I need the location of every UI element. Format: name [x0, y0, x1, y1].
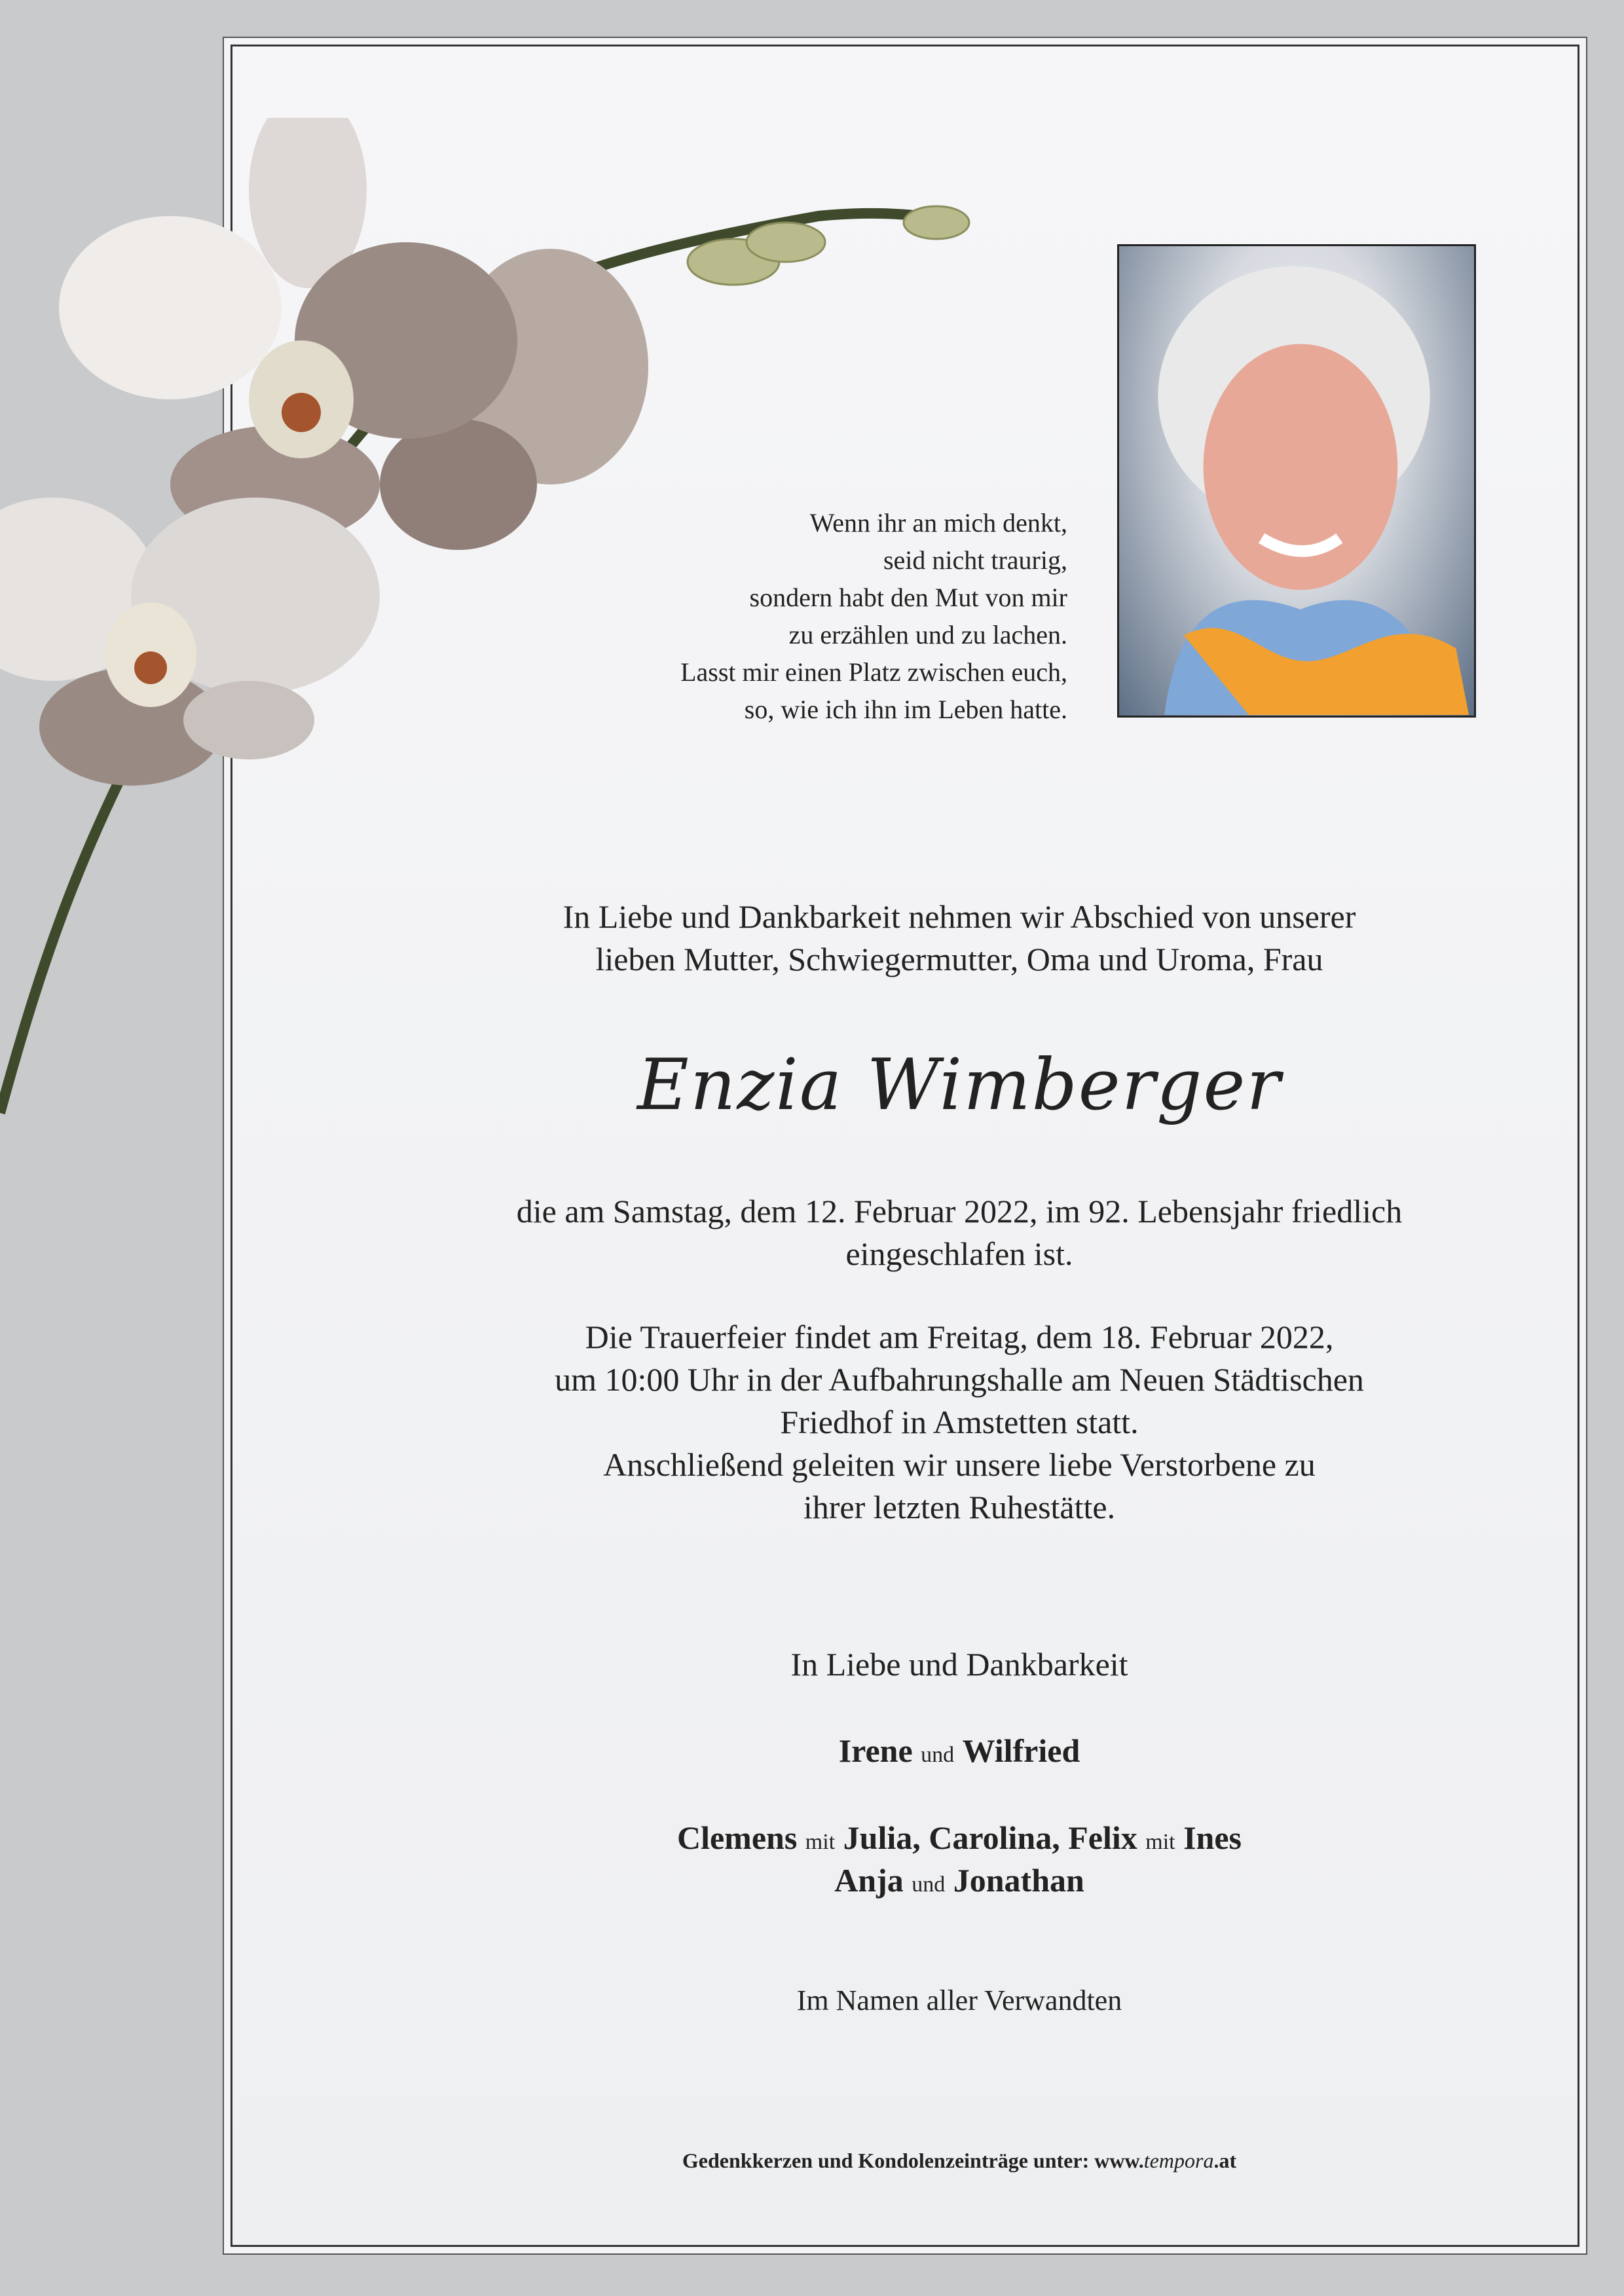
- family-line: [367, 1859, 1552, 1906]
- conjunction: und: [921, 1743, 955, 1767]
- footer-link[interactable]: [367, 2149, 1552, 2173]
- poem-line: seid nicht traurig,: [883, 545, 1067, 575]
- family-name: Julia, Carolina, Felix: [843, 1819, 1137, 1856]
- family-name: Irene: [838, 1732, 913, 1769]
- family-line: [367, 1817, 1552, 1863]
- ceremony-line: ihrer letzten Ruhestätte.: [803, 1489, 1116, 1525]
- death-line: die am Samstag, dem 12. Februar 2022, im 92. Lebensjahr friedlich: [516, 1193, 1403, 1230]
- poem-line: Wenn ihr an mich denkt,: [809, 508, 1067, 538]
- orchid-flower-bottom: [0, 498, 380, 786]
- ceremony-details: [367, 1316, 1552, 1529]
- conjunction: mit: [1145, 1830, 1175, 1854]
- relatives-text: Im Namen aller Verwandten: [796, 1984, 1122, 2016]
- family-name: Wilfried: [962, 1732, 1080, 1769]
- closing-text: In Liebe und Dankbarkeit: [790, 1646, 1128, 1683]
- intro-line: lieben Mutter, Schwiegermutter, Oma und Uroma, Frau: [595, 941, 1323, 977]
- death-line: eingeschlafen ist.: [845, 1235, 1073, 1272]
- poem-line: zu erzählen und zu lachen.: [788, 620, 1067, 649]
- footer-tld: .at: [1213, 2149, 1237, 2172]
- deceased-name: Enzia Wimberger: [637, 1044, 1282, 1126]
- poem-line: so, wie ich ihn im Leben hatte.: [744, 695, 1067, 724]
- family-name: Clemens: [676, 1819, 798, 1856]
- ceremony-line: um 10:00 Uhr in der Aufbahrungshalle am Neuen Städtischen: [555, 1361, 1364, 1398]
- ceremony-line: Friedhof in Amstetten statt.: [780, 1404, 1139, 1440]
- brand-logo: tempora: [1143, 2149, 1214, 2172]
- intro-line: In Liebe und Dankbarkeit nehmen wir Abschied von unserer: [563, 898, 1356, 935]
- orchid-flower-top: [59, 118, 648, 550]
- family-name: Anja: [834, 1862, 904, 1899]
- death-notice: [367, 1190, 1552, 1275]
- intro-text: [367, 896, 1552, 981]
- poem-line: Lasst mir einen Platz zwischen euch,: [680, 657, 1067, 687]
- family-line: [367, 1730, 1552, 1776]
- ceremony-line: Anschließend geleiten wir unsere liebe Verstorbene zu: [603, 1446, 1316, 1483]
- portrait-figure: [1119, 246, 1474, 716]
- ceremony-line: Die Trauerfeier findet am Freitag, dem 18. Februar 2022,: [585, 1319, 1334, 1355]
- poem: [680, 504, 1067, 728]
- poem-line: sondern habt den Mut von mir: [749, 583, 1067, 612]
- family-name: Jonathan: [953, 1862, 1084, 1899]
- footer-text: Gedenkkerzen und Kondolenzeinträge unter: www.: [682, 2149, 1144, 2172]
- conjunction: mit: [805, 1830, 836, 1854]
- portrait-photo: [1117, 244, 1476, 718]
- conjunction: und: [912, 1872, 946, 1897]
- family-name: Ines: [1183, 1819, 1242, 1856]
